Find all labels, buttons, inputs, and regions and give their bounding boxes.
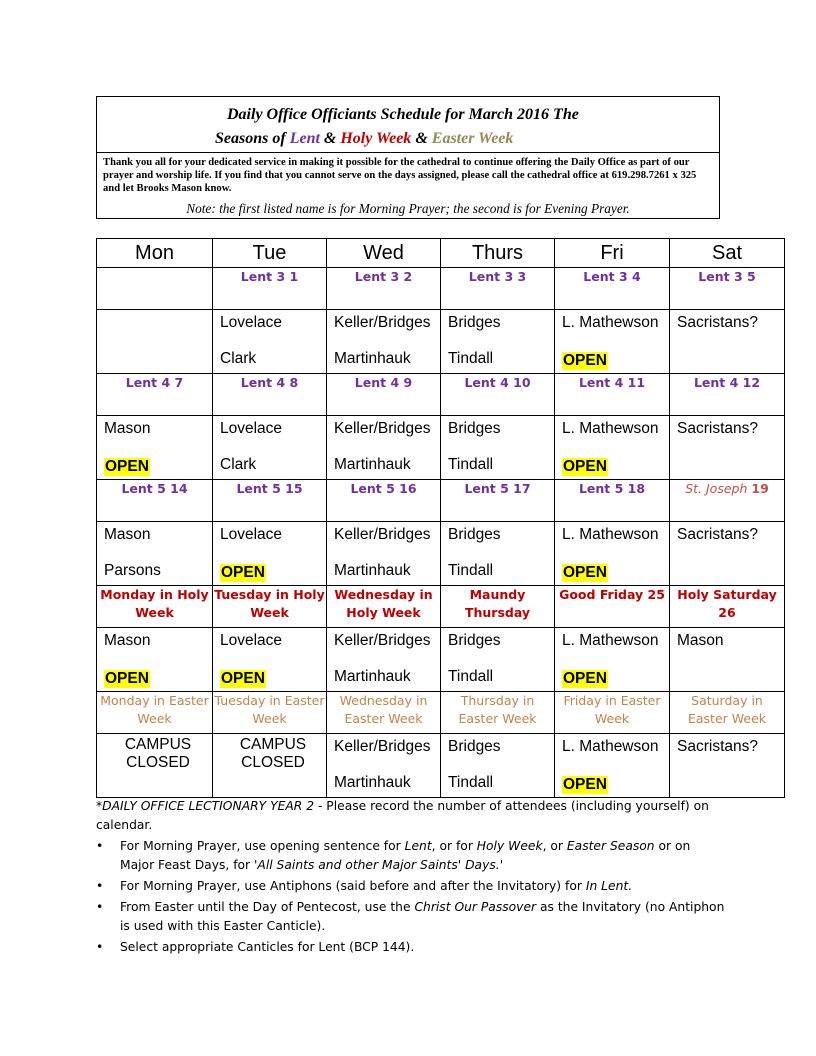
officiant-row [97, 416, 785, 480]
evening-prayer-officiant: Clark [220, 456, 257, 473]
morning-prayer-officiant: Mason [104, 526, 151, 543]
day-label-text: Lent 3 4 [583, 269, 641, 284]
day-header-mon: Mon [97, 239, 213, 268]
day-label [213, 374, 327, 416]
season-holy-week: Holy Week [340, 130, 412, 147]
officiant-cell [213, 522, 327, 586]
day-label-text: Lent 4 11 [578, 375, 646, 390]
day-label-text: Lent 3 2 [354, 269, 413, 284]
officiant-cell [670, 628, 785, 692]
day-label [555, 692, 670, 734]
open-slot-badge: OPEN [563, 458, 607, 475]
officiant-cell [670, 734, 785, 798]
officiant-cell [97, 734, 213, 798]
header-box [96, 96, 720, 219]
morning-prayer-officiant: L. Mathewson [562, 314, 659, 331]
officiant-cell [327, 522, 441, 586]
day-label-text: Lent 5 18 [578, 481, 646, 496]
officiant-cell [555, 416, 670, 480]
morning-prayer-officiant: Lovelace [220, 632, 283, 649]
morning-prayer-officiant: Bridges [448, 420, 501, 437]
morning-prayer-officiant: Lovelace [220, 314, 283, 331]
day-label-text: Lent 4 7 [125, 375, 184, 390]
day-label [670, 374, 785, 416]
day-label [670, 480, 785, 522]
day-label-text: Lent 3 1 [240, 269, 299, 284]
officiant-cell [441, 310, 555, 374]
day-label [441, 692, 555, 734]
morning-prayer-officiant: Keller/Bridges [334, 738, 431, 755]
day-label [441, 480, 555, 522]
day-label [441, 586, 555, 628]
season-lent: Lent [289, 130, 320, 147]
officiant-cell [213, 734, 327, 798]
day-label [441, 268, 555, 310]
officiant-cell [670, 310, 785, 374]
list-item: • From Easter until the Day of Pentecost, use the Christ Our Passover as the Invitatory (no Antiphon is used with this Easter Canticle). [96, 898, 726, 936]
officiant-cell [213, 416, 327, 480]
open-slot-badge: OPEN [221, 670, 265, 687]
day-label-text: Lent 4 9 [354, 375, 413, 390]
notes-section [96, 797, 726, 957]
officiant-cell [327, 310, 441, 374]
morning-prayer-officiant: Keller/Bridges [334, 526, 431, 543]
day-label [555, 268, 670, 310]
day-label-row [97, 586, 785, 628]
open-slot-badge: OPEN [563, 670, 607, 687]
morning-prayer-officiant: Sacristans? [677, 526, 758, 543]
day-label-text: Lent 5 15 [236, 481, 303, 496]
evening-prayer-officiant: Tindall [448, 350, 494, 367]
day-header-sat: Sat [670, 239, 785, 268]
morning-prayer-officiant: L. Mathewson [562, 738, 659, 755]
morning-prayer-officiant: Lovelace [220, 420, 283, 437]
day-label [97, 268, 213, 310]
day-label-text: Lent 3 5 [698, 269, 756, 284]
day-label-row [97, 692, 785, 734]
officiant-cell [670, 522, 785, 586]
morning-prayer-officiant: L. Mathewson [562, 526, 659, 543]
morning-prayer-officiant: Keller/Bridges [334, 632, 431, 649]
feast-date: 19 [751, 481, 769, 496]
officiant-cell [97, 310, 213, 374]
open-slot-badge: OPEN [563, 776, 607, 793]
day-label [670, 268, 785, 310]
day-label-row [97, 268, 785, 310]
day-label [327, 374, 441, 416]
day-header-tue: Tue [213, 239, 327, 268]
schedule-table [96, 238, 785, 798]
day-label [555, 480, 670, 522]
day-label [97, 374, 213, 416]
officiant-cell [441, 734, 555, 798]
day-label-text: Monday in Easter Week [100, 693, 209, 726]
day-label [213, 586, 327, 628]
day-label [327, 268, 441, 310]
day-label [213, 692, 327, 734]
campus-closed-label: CAMPUS CLOSED [239, 736, 307, 771]
evening-prayer-officiant: Martinhauk [334, 562, 411, 579]
day-label [670, 692, 785, 734]
day-label-text: Lent 4 12 [693, 375, 761, 390]
morning-prayer-officiant: Keller/Bridges [334, 314, 431, 331]
officiant-cell [213, 310, 327, 374]
day-label-text: Maundy Thursday [464, 587, 531, 620]
day-label [327, 692, 441, 734]
officiant-cell [213, 628, 327, 692]
day-label-text: Good Friday 25 [559, 587, 665, 602]
officiant-cell [555, 310, 670, 374]
morning-prayer-officiant: Sacristans? [677, 420, 758, 437]
document-title: Daily Office Officiants Schedule for March 2016 The [227, 106, 579, 123]
lectionary-note: *DAILY OFFICE LECTIONARY YEAR 2 - Please record the number of attendees (including yourself) on calendar. [96, 799, 709, 832]
officiant-cell [327, 734, 441, 798]
list-item: • For Morning Prayer, use Antiphons (said before and after the Invitatory) for In Lent. [96, 877, 726, 896]
evening-prayer-officiant: Clark [220, 350, 257, 367]
day-label [670, 586, 785, 628]
officiant-cell [97, 628, 213, 692]
day-label-text: Thursday in Easter Week [458, 693, 537, 726]
officiant-cell [555, 522, 670, 586]
day-label [327, 480, 441, 522]
officiant-cell [327, 416, 441, 480]
evening-prayer-officiant: Martinhauk [334, 456, 411, 473]
title-area [97, 97, 719, 153]
day-label [97, 480, 213, 522]
day-label-text: Saturday in Easter Week [687, 693, 767, 726]
prayer-note: Note: the first listed name is for Morning Prayer; the second is for Evening Prayer. [186, 201, 630, 216]
officiant-row [97, 734, 785, 798]
morning-prayer-officiant: Lovelace [220, 526, 283, 543]
officiant-cell [555, 734, 670, 798]
document-subtitle: Seasons of Lent & Holy Week & Easter Week [215, 130, 514, 147]
day-label-text: Wednesday in Easter Week [339, 693, 428, 726]
day-label-text: Tuesday in Holy Week [214, 587, 325, 620]
day-header-thurs: Thurs [441, 239, 555, 268]
day-label [555, 586, 670, 628]
day-label-text: Lent 3 3 [468, 269, 527, 284]
evening-prayer-officiant: Martinhauk [334, 668, 411, 685]
morning-prayer-officiant: Bridges [448, 526, 501, 543]
officiant-cell [97, 416, 213, 480]
officiant-cell [97, 522, 213, 586]
morning-prayer-officiant: Mason [104, 420, 151, 437]
thanks-message: Thank you all for your dedicated service in making it possible for the cathedral to continue offering the Daily Office as part of our prayer and worship life. If you find that you cannot serve on the days assigned, please call the cathedral office at 619.298.7261 x 325 and let Brooks Mason know. [103, 157, 697, 194]
morning-prayer-officiant: Mason [104, 632, 151, 649]
instructions-list [96, 837, 726, 957]
evening-prayer-officiant: Parsons [104, 562, 161, 579]
morning-prayer-officiant: Bridges [448, 314, 501, 331]
day-label [327, 586, 441, 628]
day-label-text: Lent 5 17 [464, 481, 531, 496]
day-label-text: Monday in Holy Week [100, 587, 209, 620]
day-label-row [97, 374, 785, 416]
day-label [213, 268, 327, 310]
day-label [97, 692, 213, 734]
day-label-text: Wednesday in Holy Week [334, 587, 433, 620]
evening-prayer-officiant: Martinhauk [334, 350, 411, 367]
evening-prayer-officiant: Tindall [448, 456, 494, 473]
day-label [555, 374, 670, 416]
open-slot-badge: OPEN [105, 458, 149, 475]
campus-closed-label: CAMPUS CLOSED [124, 736, 192, 771]
open-slot-badge: OPEN [105, 670, 149, 687]
day-header-row [97, 239, 785, 268]
morning-prayer-officiant: Sacristans? [677, 738, 758, 755]
day-label [441, 374, 555, 416]
open-slot-badge: OPEN [221, 564, 265, 581]
officiant-row [97, 310, 785, 374]
officiant-cell [441, 416, 555, 480]
evening-prayer-officiant: Tindall [448, 774, 494, 791]
officiant-row [97, 522, 785, 586]
evening-prayer-officiant: Martinhauk [334, 774, 411, 791]
morning-prayer-officiant: Sacristans? [677, 314, 758, 331]
morning-prayer-officiant: Bridges [448, 738, 501, 755]
day-label-text: Lent 5 14 [121, 481, 188, 496]
day-label [97, 586, 213, 628]
morning-prayer-officiant: Bridges [448, 632, 501, 649]
day-header-fri: Fri [555, 239, 670, 268]
day-label-text: Tuesday in Easter Week [214, 693, 325, 726]
day-label-text: Holy Saturday 26 [677, 587, 777, 620]
officiant-row [97, 628, 785, 692]
officiant-cell [441, 522, 555, 586]
open-slot-badge: OPEN [563, 564, 607, 581]
day-label [213, 480, 327, 522]
day-label-text: Lent 4 10 [464, 375, 531, 390]
day-label-text: Lent 4 8 [240, 375, 299, 390]
day-label-row [97, 480, 785, 522]
day-label-text: Friday in Easter Week [563, 693, 661, 726]
open-slot-badge: OPEN [563, 352, 607, 369]
officiant-cell [555, 628, 670, 692]
officiant-cell [441, 628, 555, 692]
morning-prayer-officiant: L. Mathewson [562, 420, 659, 437]
morning-prayer-officiant: L. Mathewson [562, 632, 659, 649]
feast-label: St. Joseph 19 [685, 481, 769, 496]
season-easter-week: Easter Week [431, 130, 514, 147]
day-header-wed: Wed [327, 239, 441, 268]
day-label-text: Lent 5 16 [350, 481, 417, 496]
list-item: • For Morning Prayer, use opening sentence for Lent, or for Holy Week, or Easter Season or on Major Feast Days, for 'All Saints and other Major Saints' Days.' [96, 837, 726, 875]
list-item: • Select appropriate Canticles for Lent (BCP 144). [96, 938, 726, 957]
morning-prayer-officiant: Keller/Bridges [334, 420, 431, 437]
officiant-cell [327, 628, 441, 692]
evening-prayer-officiant: Tindall [448, 668, 494, 685]
morning-prayer-officiant: Mason [677, 632, 724, 649]
officiant-cell [670, 416, 785, 480]
evening-prayer-officiant: Tindall [448, 562, 494, 579]
